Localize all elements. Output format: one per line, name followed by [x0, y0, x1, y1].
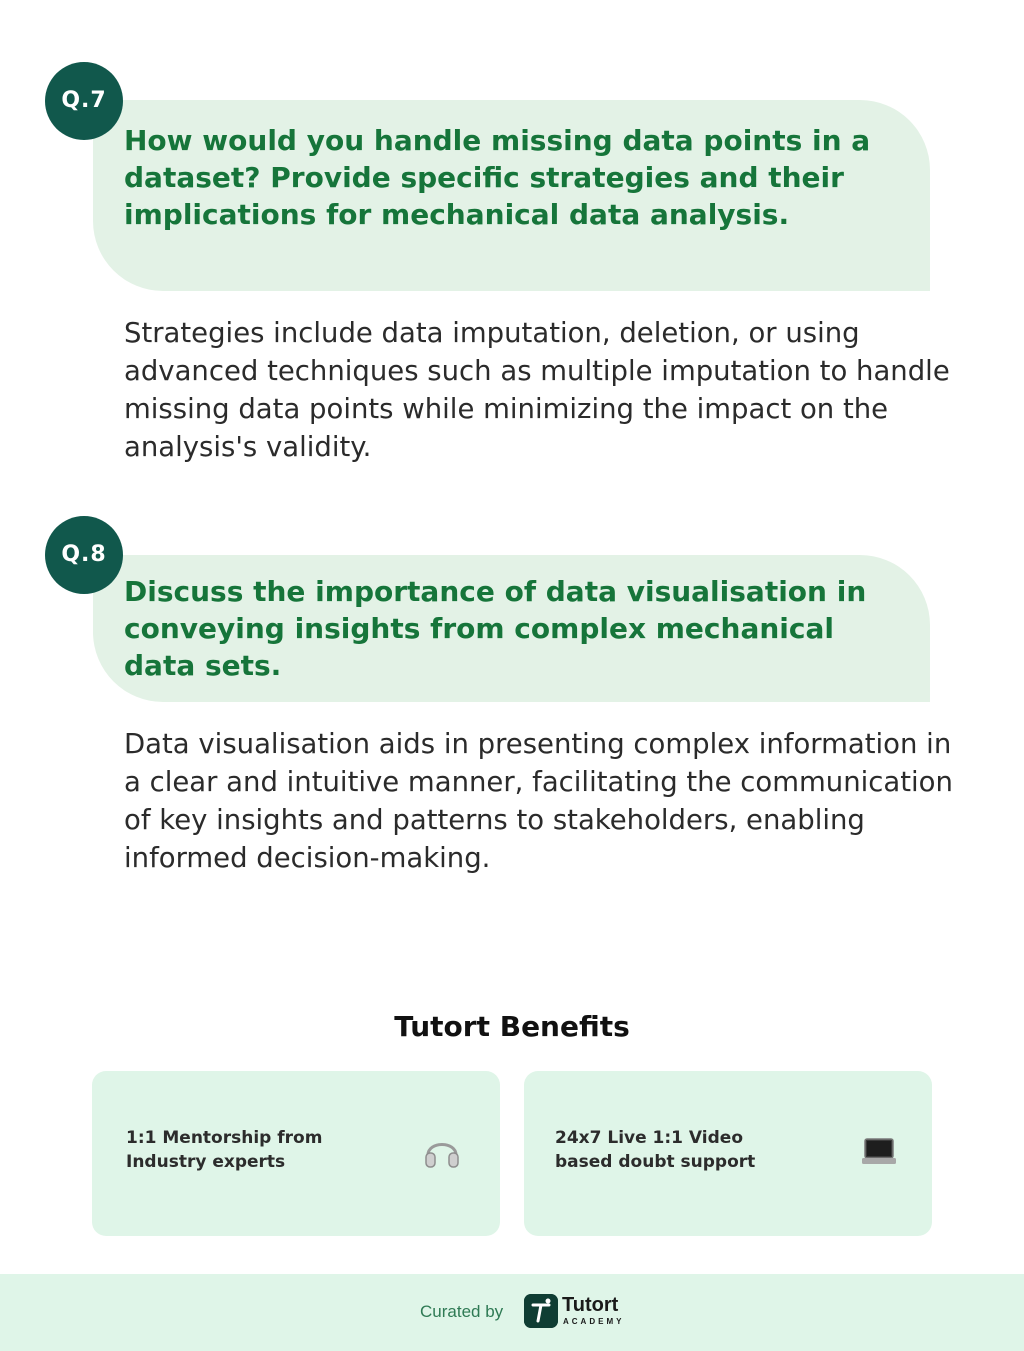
tutort-logo-icon: [524, 1294, 558, 1328]
curated-by-label: Curated by: [420, 1302, 504, 1321]
question-badge-q8: Q.8: [45, 516, 123, 594]
benefit-card-mentorship: [92, 1071, 500, 1236]
question-text-q7: How would you handle missing data points in a dataset? Provide specific strategies and their implications for mechanical data analysis.: [124, 124, 871, 231]
benefits-title: Tutort Benefits: [394, 1010, 630, 1043]
brand-name: Tutort: [562, 1294, 619, 1316]
answer-text-q7: Strategies include data imputation, deletion, or using advanced techniques such as multiple imputation to handle missing data points while minimizing the impact on the analysis's validity.: [124, 317, 950, 463]
benefit-card-doubt-support: [524, 1071, 932, 1236]
benefit-text: 24x7 Live 1:1 Video based doubt support: [555, 1128, 756, 1172]
laptop-icon: [859, 1131, 899, 1171]
answer-text-q8: Data visualisation aids in presenting complex information in a clear and intuitive manner, facilitating the communication of key insights and patterns to stakeholders, enabling informed decision-making.: [124, 728, 953, 874]
headphones-icon: [422, 1131, 462, 1171]
brand-subtitle: ACADEMY: [563, 1317, 625, 1326]
benefit-text: 1:1 Mentorship from Industry experts: [126, 1128, 323, 1172]
question-badge-q7: Q.7: [45, 62, 123, 140]
footer: [0, 1274, 1024, 1351]
question-text-q8: Discuss the importance of data visualisation in conveying insights from complex mechanical data sets.: [124, 575, 867, 682]
